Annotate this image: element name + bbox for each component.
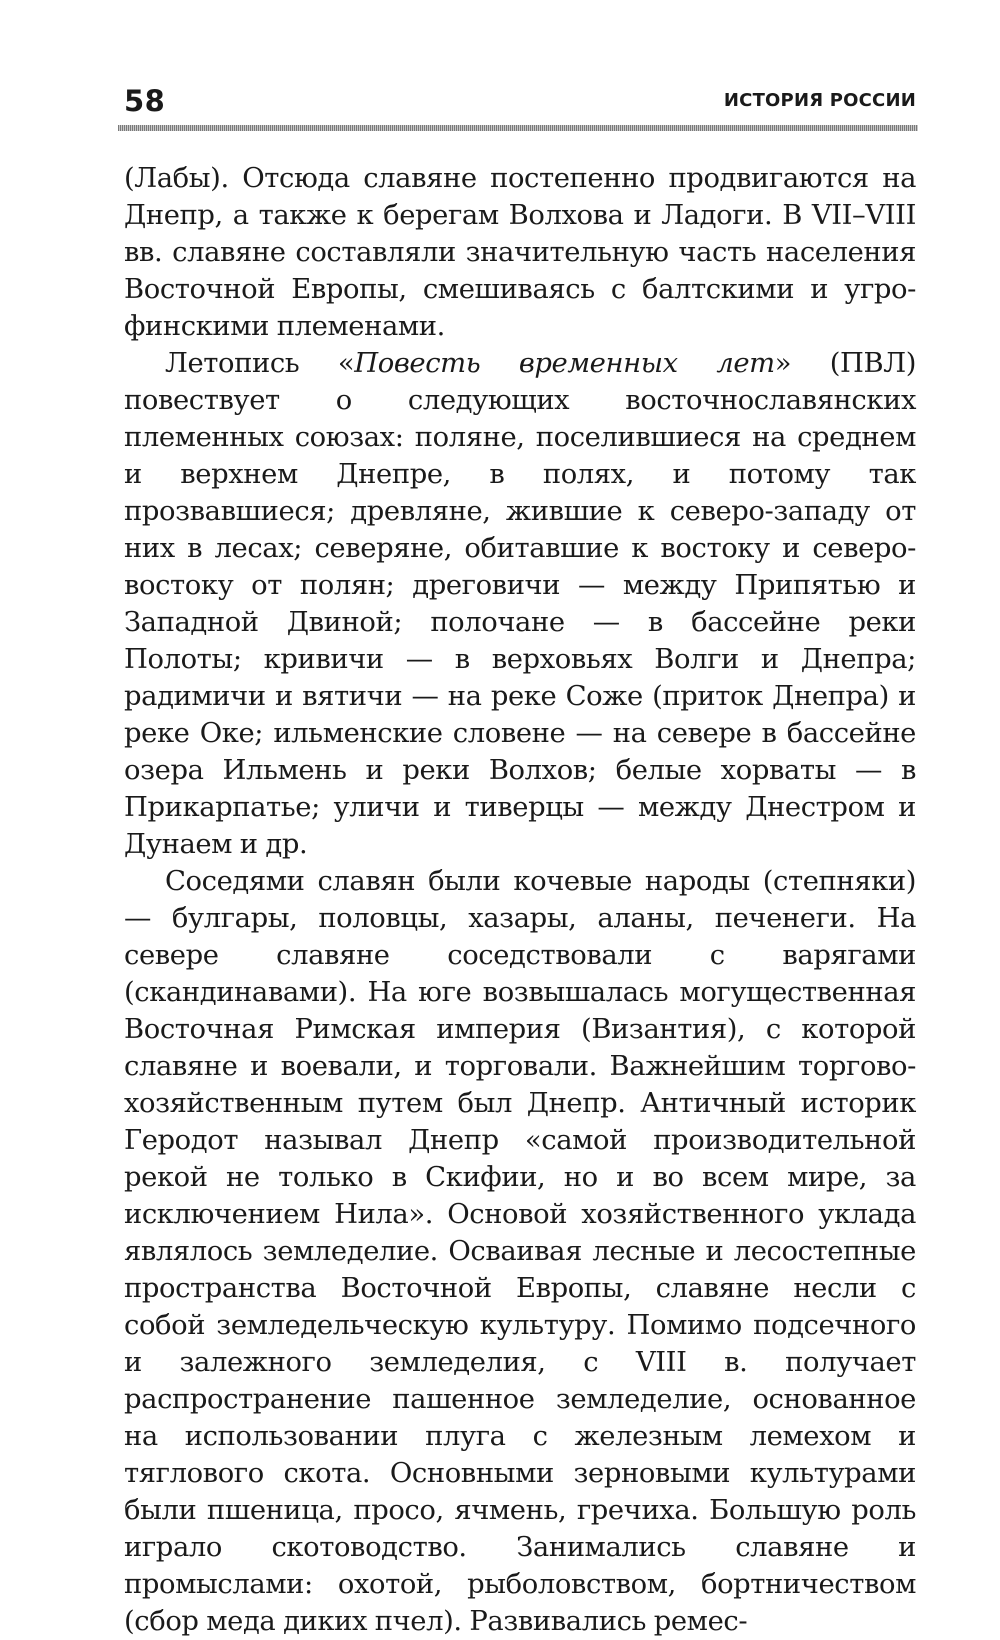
header-rule <box>118 125 918 131</box>
page-header <box>124 82 916 122</box>
paragraph-2-rest: » (ПВЛ) повествует о следующих восточнославянских племенных союзах: поляне, поселившиеся на среднем и верхнем Днепре, в полях, и потому так прозвавшиеся; древляне, жившие к северо-западу от них в лесах; северяне, обитавшие к востоку и северо-востоку от полян; дреговичи — между Припятью и Западной Двиной; полочане — в бассейне реки Полоты; кривичи — в верховьях Волги и Днепра; радимичи и вятичи — на реке Соже (приток Днепра) и реке Оке; ильменские словене — на севере в бассейне озера Ильмень и реки Волхов; белые хорваты — в Прикарпатье; уличи и тиверцы — между Днестром и Дунаем и др. <box>124 348 917 860</box>
chronicle-title: Повесть временных лет <box>354 348 775 379</box>
running-title: ИСТОРИЯ РОССИИ <box>723 90 916 111</box>
paragraph-2-lead: Летопись « <box>165 348 355 379</box>
paragraph-3: Соседями славян были кочевые народы (степняки) — булгары, половцы, хазары, аланы, печенеги. На севере славяне соседствовали с варягами (скандинавами). На юге возвышалась могущественная Восточная Римская империя (Византия), с которой славяне и воевали, и торговали. Важнейшим торгово-хозяйственным путем был Днепр. Античный историк Геродот называл Днепр «самой производительной рекой не только в Скифии, но и во всем мире, за исключением Нила». Основой хозяйственного уклада являлось земледелие. Осваивая лесные и лесостепные пространства Восточной Европы, славяне несли с собой земледельческую культуру. Помимо подсечного и залежного земледелия, с VIII в. получает распространение пашенное земледелие, основанное на использовании плуга с железным лемехом и тяглового скота. Основными зерновыми культурами были пшеница, просо, ячмень, гречиха. Большую роль играло скотоводство. Занимались славяне и промыслами: охотой, рыболовством, бортничеством (сбор меда диких пчел). Развивались ремес- <box>124 866 916 1637</box>
body-text <box>124 160 916 1640</box>
paragraph-2 <box>124 345 916 863</box>
page-number: 58 <box>124 84 166 118</box>
paragraph-1: (Лабы). Отсюда славяне постепенно продвигаются на Днепр, а также к берегам Волхова и Ладоги. В VII–VIII вв. славяне составляли значительную часть населения Восточной Европы, смешиваясь с балтскими и угро-финскими племенами. <box>124 163 916 342</box>
